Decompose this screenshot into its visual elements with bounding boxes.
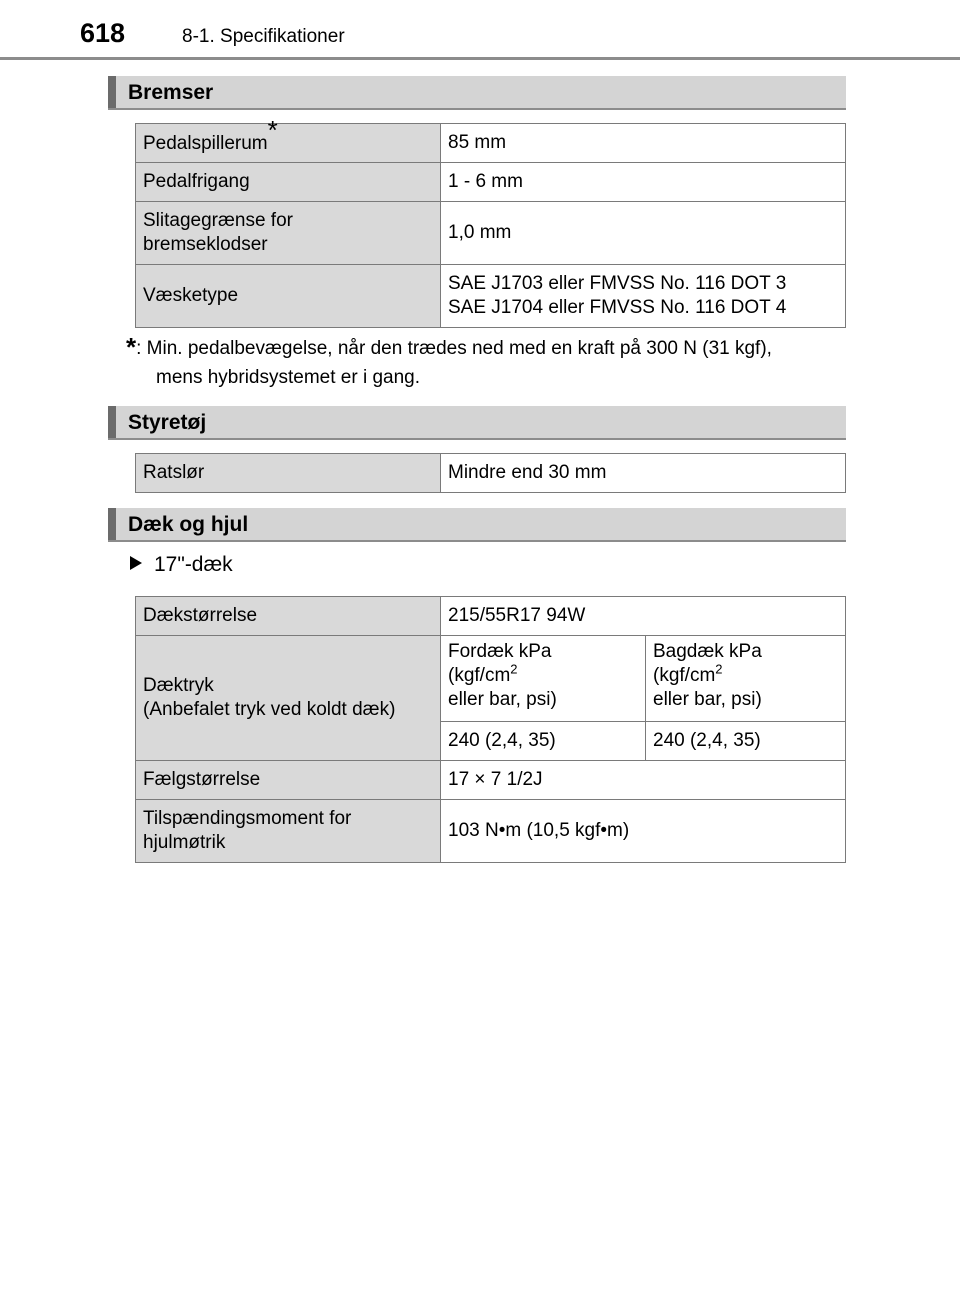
table-row xyxy=(136,800,846,863)
spec-label-text: Pedalspillerum xyxy=(143,133,268,154)
header-line: Bagdæk kPa xyxy=(653,641,762,662)
spec-value-line: SAE J1704 eller FMVSS No. 116 DOT 4 xyxy=(448,297,787,318)
spec-value: 1 - 6 mm xyxy=(441,163,846,202)
section-title: Styretøj xyxy=(128,411,207,434)
superscript: 2 xyxy=(510,661,518,677)
spec-label: Væsketype xyxy=(136,265,441,328)
page-number: 618 xyxy=(80,18,126,48)
spec-label-line: Tilspændingsmoment for xyxy=(143,808,352,829)
table-row xyxy=(136,163,846,202)
section-title: Bremser xyxy=(128,81,214,104)
section-heading-tyres xyxy=(108,508,846,542)
table-row xyxy=(136,265,846,328)
footnote xyxy=(126,333,846,392)
header-line xyxy=(448,661,638,688)
chapter-title: 8-1. Specifikationer xyxy=(182,26,345,47)
footnote-text: : Min. pedalbevægelse, når den trædes ned med en kraft på 300 N (31 kgf), xyxy=(136,338,772,359)
section-accent xyxy=(108,508,116,540)
column-header-front xyxy=(441,636,646,722)
superscript: 2 xyxy=(715,661,723,677)
section-heading-steering xyxy=(108,406,846,440)
subheading xyxy=(130,553,233,577)
table-row xyxy=(136,636,846,722)
section-heading-brakes xyxy=(108,76,846,110)
footnote-line xyxy=(126,333,846,363)
table-row xyxy=(136,124,846,163)
spec-value: 103 N•m (10,5 kgf•m) xyxy=(441,800,846,863)
spec-label xyxy=(136,115,441,163)
table-row xyxy=(136,454,846,493)
spec-label-line: (Anbefalet tryk ved koldt dæk) xyxy=(143,699,396,720)
spec-label-line: Dæktryk xyxy=(143,675,214,696)
spec-value-rear: 240 (2,4, 35) xyxy=(646,722,846,761)
header-line: eller bar, psi) xyxy=(653,689,762,710)
section-title: Dæk og hjul xyxy=(128,513,249,536)
table-row xyxy=(136,761,846,800)
page-header xyxy=(0,0,960,62)
spec-value-line: SAE J1703 eller FMVSS No. 116 DOT 3 xyxy=(448,273,787,294)
table-row xyxy=(136,597,846,636)
spec-value-front: 240 (2,4, 35) xyxy=(441,722,646,761)
spec-value: 215/55R17 94W xyxy=(441,597,846,636)
header-line: eller bar, psi) xyxy=(448,689,557,710)
header-unit: (kgf/cm xyxy=(653,665,716,686)
subheading-text: 17"-dæk xyxy=(154,553,233,576)
tyres-table xyxy=(135,596,846,863)
column-header-rear xyxy=(646,636,846,722)
spec-value xyxy=(441,265,846,328)
section-accent xyxy=(108,76,116,108)
spec-value: Mindre end 30 mm xyxy=(441,454,846,493)
footnote-marker: * xyxy=(126,332,137,362)
section-accent xyxy=(108,406,116,438)
spec-value: 85 mm xyxy=(441,124,846,163)
spec-label: Ratslør xyxy=(136,454,441,493)
header-line: Fordæk kPa xyxy=(448,641,552,662)
footnote-text: mens hybridsystemet er i gang. xyxy=(156,367,421,388)
header-unit: (kgf/cm xyxy=(448,665,511,686)
spec-label: Pedalfrigang xyxy=(136,163,441,202)
spec-label xyxy=(136,202,441,265)
spec-value: 1,0 mm xyxy=(441,202,846,265)
spec-label xyxy=(136,800,441,863)
footnote-marker: * xyxy=(267,115,278,145)
spec-label-line: Slitagegrænse for xyxy=(143,210,293,231)
table-row xyxy=(136,202,846,265)
spec-label-line: bremseklodser xyxy=(143,234,268,255)
spec-label-line: hjulmøtrik xyxy=(143,832,226,853)
spec-value: 17 × 7 1/2J xyxy=(441,761,846,800)
spec-label xyxy=(136,636,441,761)
header-line xyxy=(653,661,838,688)
triangle-bullet-icon xyxy=(130,556,142,570)
header-divider xyxy=(0,57,960,60)
spec-label: Fælgstørrelse xyxy=(136,761,441,800)
brakes-table xyxy=(135,115,846,328)
spec-label: Dækstørrelse xyxy=(136,597,441,636)
steering-table xyxy=(135,453,846,493)
